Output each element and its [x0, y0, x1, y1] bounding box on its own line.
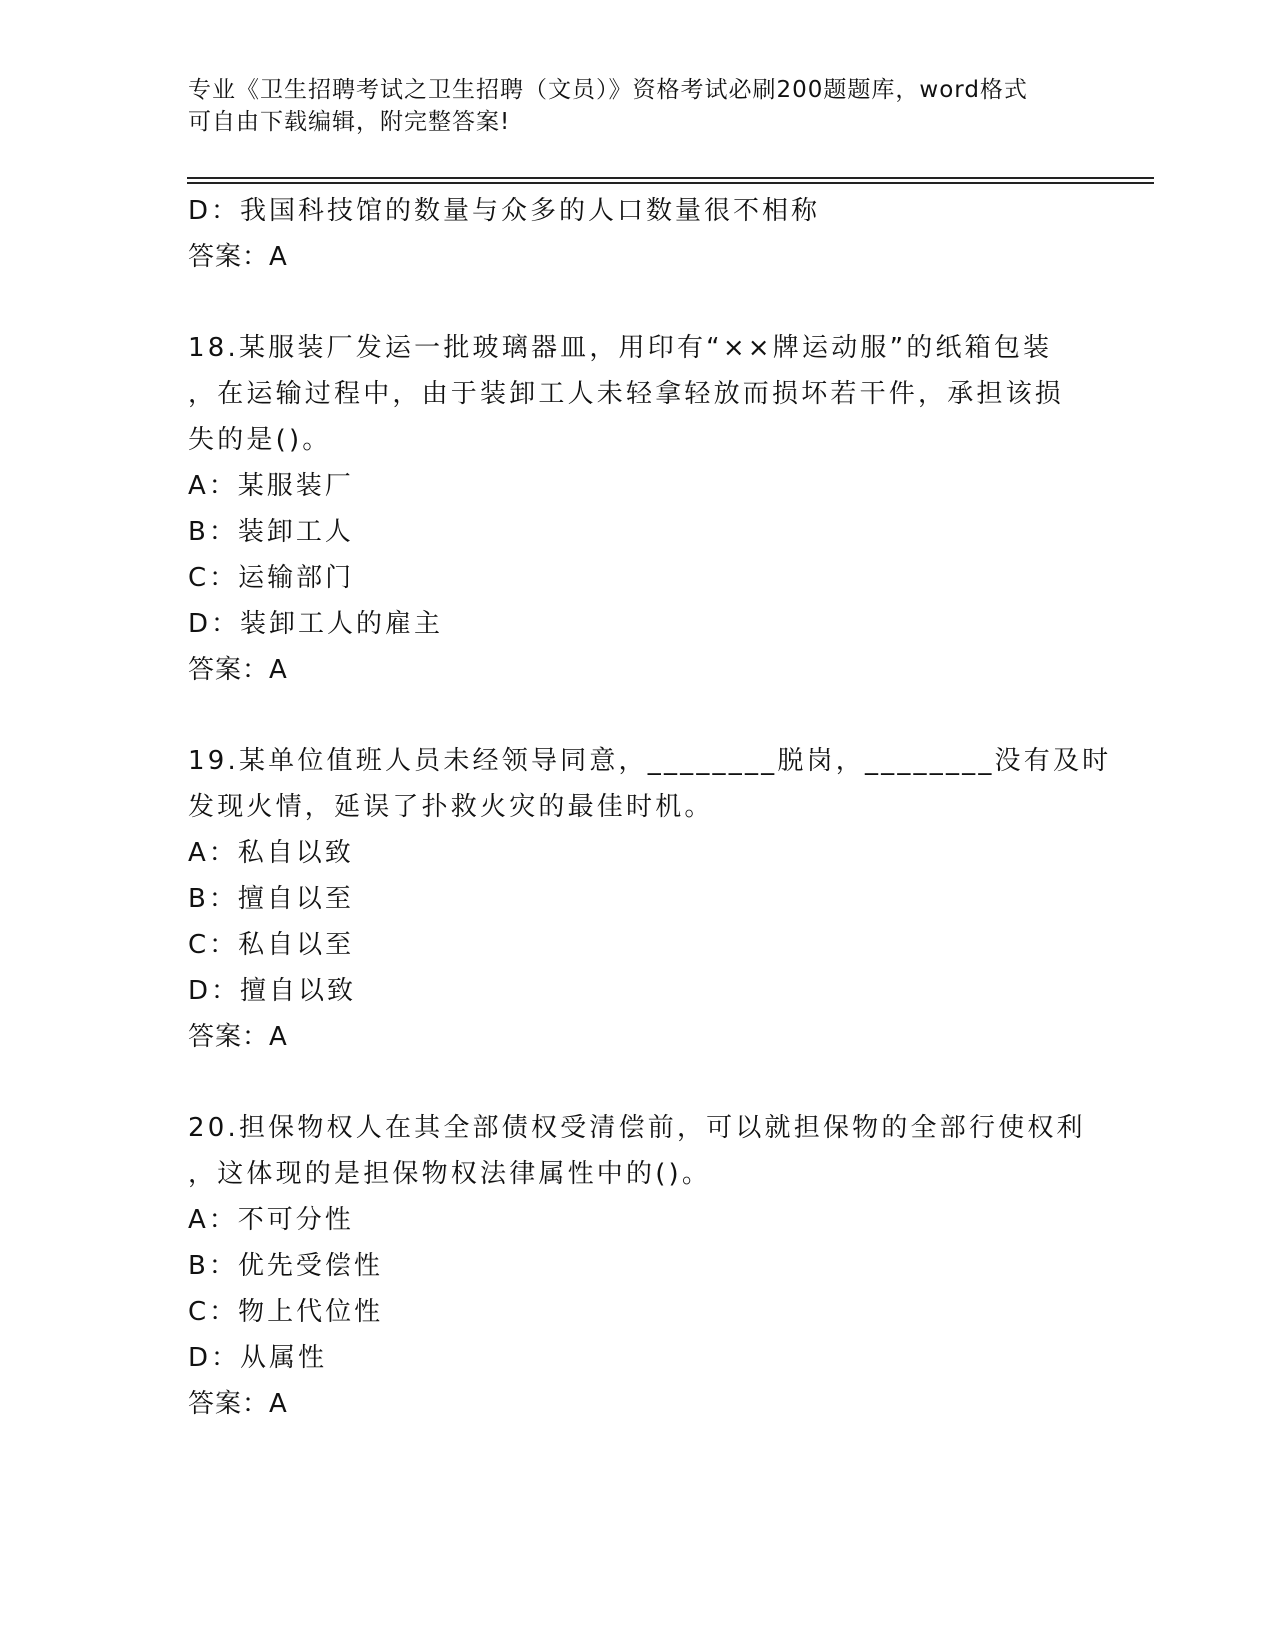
- header-rule-bottom: [187, 182, 1154, 184]
- option-c: C：运输部门: [188, 563, 355, 593]
- question-20: [188, 1105, 1088, 1427]
- question-18: [188, 325, 1088, 693]
- option-a: A：不可分性: [188, 1205, 354, 1235]
- option-b: B：擅自以至: [188, 884, 354, 914]
- stem-line: ，这体现的是担保物权法律属性中的()。: [188, 1159, 712, 1189]
- stem-line: 18.某服装厂发运一批玻璃器皿，用印有“××牌运动服”的纸箱包装: [188, 333, 1053, 363]
- stem-line: 19.某单位值班人员未经领导同意，________脱岗，________没有及时: [188, 746, 1112, 776]
- header-line-1: 专业《卫生招聘考试之卫生招聘（文员）》资格考试必刷200题题库，word格式: [188, 77, 1028, 103]
- answer-line: 答案：A: [188, 242, 288, 272]
- question-stem: [188, 325, 1088, 463]
- document-header: [188, 74, 1088, 138]
- option-d: D：我国科技馆的数量与众多的人口数量很不相称: [188, 196, 821, 226]
- answer-line: 答案：A: [188, 655, 288, 685]
- header-line-2: 可自由下载编辑，附完整答案!: [188, 109, 511, 135]
- stem-line: 发现火情，延误了扑救火灾的最佳时机。: [188, 792, 714, 822]
- question-19: [188, 738, 1112, 1060]
- answer-line: 答案：A: [188, 1022, 288, 1052]
- answer-line: 答案：A: [188, 1389, 288, 1419]
- option-d: D：擅自以致: [188, 976, 357, 1006]
- stem-line: ，在运输过程中，由于装卸工人未轻拿轻放而损坏若干件，承担该损: [188, 379, 1065, 409]
- option-d: D：从属性: [188, 1343, 328, 1373]
- previous-question-tail: [188, 188, 1088, 280]
- option-a: A：某服装厂: [188, 471, 354, 501]
- header-rule-top: [187, 177, 1154, 179]
- option-b: B：装卸工人: [188, 517, 354, 547]
- question-stem: [188, 738, 1112, 830]
- stem-line: 20.担保物权人在其全部债权受清偿前，可以就担保物的全部行使权利: [188, 1113, 1086, 1143]
- option-d: D：装卸工人的雇主: [188, 609, 444, 639]
- stem-line: 失的是()。: [188, 425, 332, 455]
- option-c: C：物上代位性: [188, 1297, 384, 1327]
- option-b: B：优先受偿性: [188, 1251, 383, 1281]
- option-c: C：私自以至: [188, 930, 355, 960]
- option-a: A：私自以致: [188, 838, 354, 868]
- question-stem: [188, 1105, 1088, 1197]
- question-list: [188, 188, 1112, 1427]
